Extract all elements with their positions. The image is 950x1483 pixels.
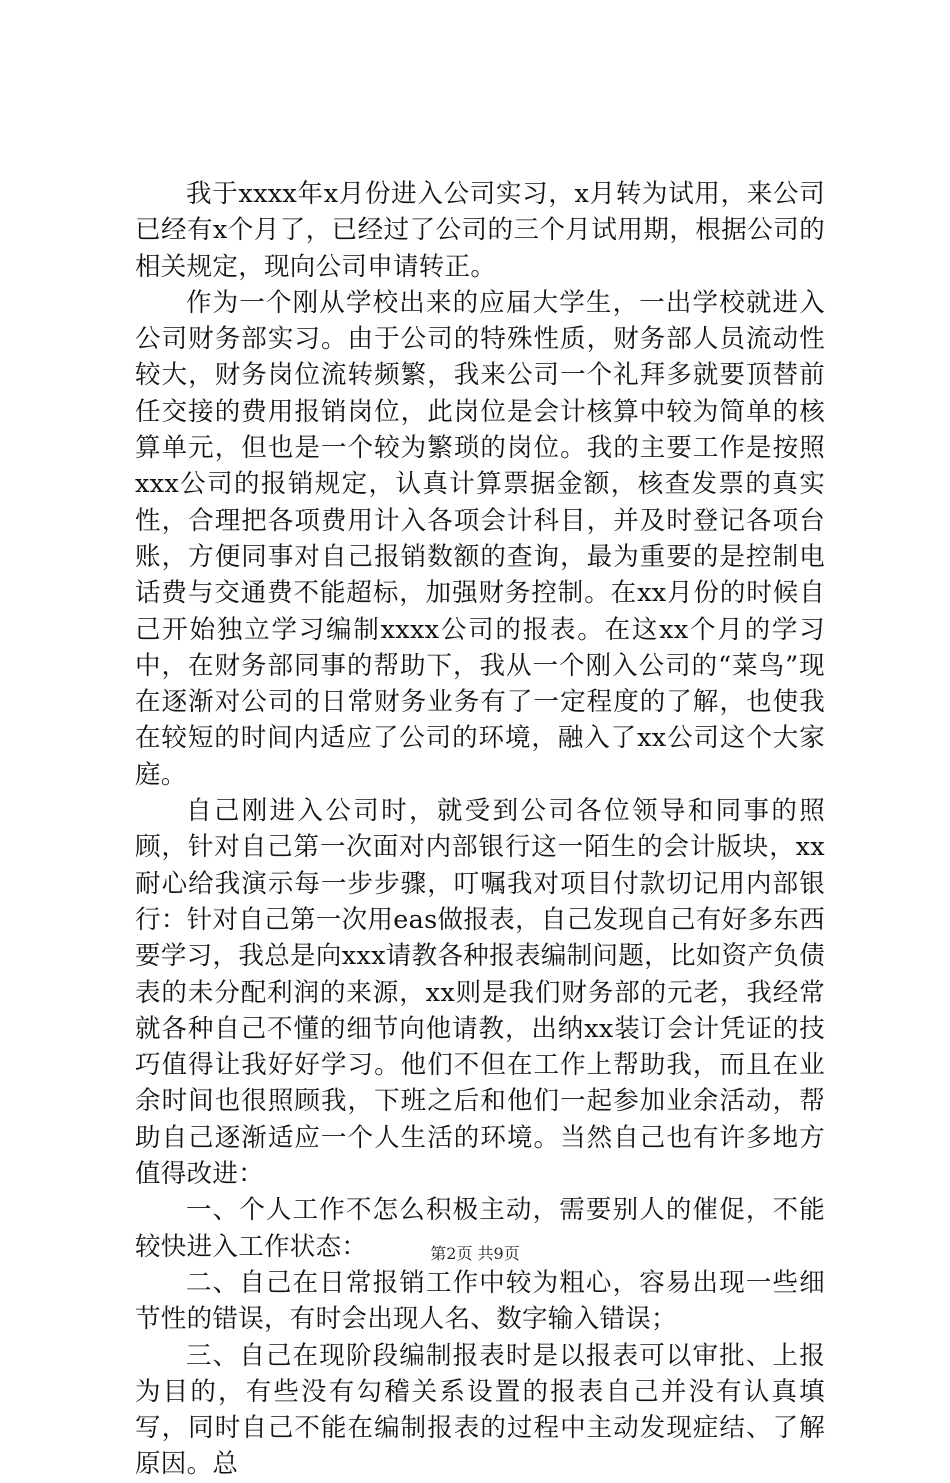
paragraph-probation-intro: 我于xxxx年x月份进入公司实习，x月转为试用，来公司已经有x个月了，已经过了公司的三个月试用期，根据公司的相关规定，现向公司申请转正。 (135, 179, 825, 282)
list-item-improvement-1: 一、个人工作不怎么积极主动，需要别人的催促，不能较快进入工作状态： (135, 1195, 825, 1262)
list-item-improvement-3: 三、自己在现阶段编制报表时是以报表可以审批、上报为目的，有些没有勾稽关系设置的报表自己并没有认真填写，同时自己不能在编制报表的过程中主动发现症结、了解原因。总 (135, 1340, 825, 1480)
paragraph-internship-work: 作为一个刚从学校出来的应届大学生，一出学校就进入公司财务部实习。由于公司的特殊性质，财务部人员流动性较大，财务岗位流转频繁，我来公司一个礼拜多就要顶替前任交接的费用报销岗位，此岗位是会计核算中较为简单的核算单元，但也是一个较为繁琐的岗位。我的主要工作是按照xxx公司的报销规定，认真计算票据金额，核查发票的真实性，合理把各项费用计入各项会计科目，并及时登记各项台账，方便同事对自己报销数额的查询，最为重要的是控制电话费与交通费不能超标，加强财务控制。在xx月份的时候自己开始独立学习编制xxxx公司的报表。在这xx个月的学习中，在财务部同事的帮助下，我从一个刚入公司的“菜鸟”现在逐渐对公司的日常财务业务有了一定程度的了解，也使我在较短的时间内适应了公司的环境，融入了xx公司这个大家庭。 (135, 287, 825, 790)
document-body (135, 176, 825, 1483)
paragraph-colleagues-help: 自己刚进入公司时，就受到公司各位领导和同事的照顾，针对自己第一次面对内部银行这一陌生的会计版块，xx耐心给我演示每一步步骤，叮嘱我对项目付款切记用内部银行：针对自己第一次用eas做报表，自己发现自己有好多东西要学习，我总是向xxx请教各种报表编制问题，比如资产负债表的未分配利润的来源，xx则是我们财务部的元老，我经常就各种自己不懂的细节向他请教，出纳xx装订会计凭证的技巧值得让我好好学习。他们不但在工作上帮助我，而且在业余时间也很照顾我，下班之后和他们一起参加业余活动，帮助自己逐渐适应一个人生活的环境。当然自己也有许多地方值得改进： (135, 796, 825, 1190)
list-item-improvement-2: 二、自己在日常报销工作中较为粗心，容易出现一些细节性的错误，有时会出现人名、数字输入错误； (135, 1267, 825, 1335)
page-number-footer: 第2页 共9页 (430, 1244, 520, 1263)
